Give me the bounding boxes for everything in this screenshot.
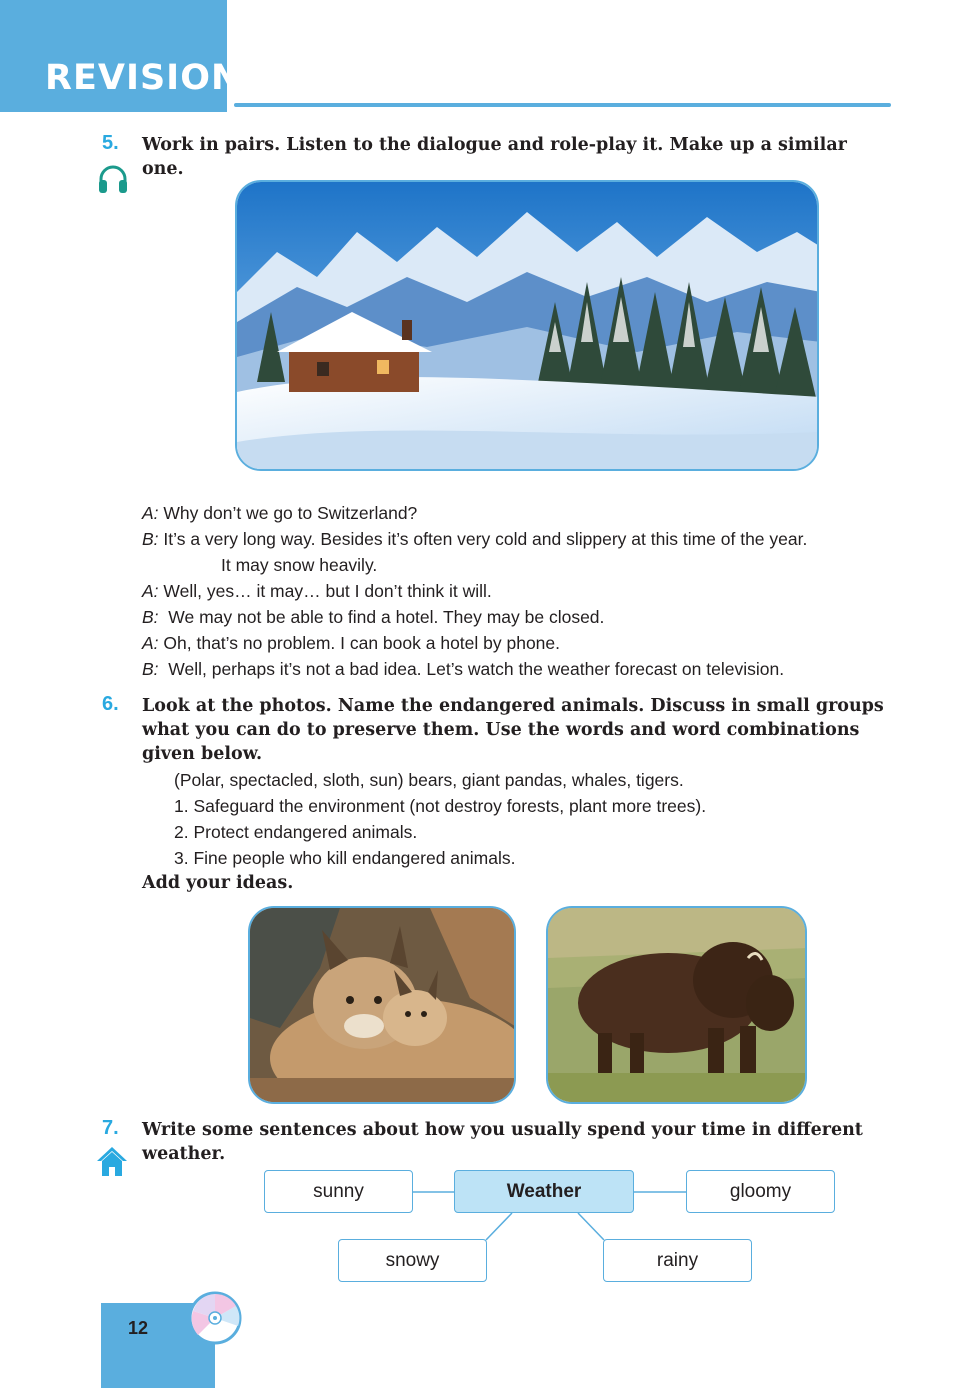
mindmap-node-rainy: rainy [603, 1239, 752, 1282]
list-item: 3. Fine people who kill endangered animals. [174, 848, 516, 868]
exercise-6-instruction-line-2: what you can do to preserve them. Use the words and word combinations [142, 720, 860, 740]
word-list: (Polar, spectacled, sloth, sun) bears, giant pandas, whales, tigers. [174, 770, 684, 790]
dialogue-text: It’s a very long way. Besides it’s often very cold and slippery at this time of the year. [158, 529, 808, 549]
dialogue-text: Well, perhaps it’s not a bad idea. Let’s watch the weather forecast on television. [158, 659, 785, 679]
speaker-label: A: [142, 581, 159, 601]
mindmap-node-snowy: snowy [338, 1239, 487, 1282]
dialogue-text: Why don’t we go to Switzerland? [158, 503, 418, 523]
dialogue-text: Well, yes… it may… but I don’t think it will. [158, 581, 492, 601]
exercise-5-number: 5. [102, 132, 119, 154]
speaker-label: B: [142, 607, 159, 627]
list-item: 1. Safeguard the environment (not destroy forests, plant more trees). [174, 796, 707, 816]
dialogue-text: Oh, that’s no problem. I can book a hotel by phone. [158, 633, 561, 653]
add-ideas-prompt: Add your ideas. [142, 873, 294, 893]
exercise-6-instruction-line-1: Look at the photos. Name the endangered animals. Discuss in small groups [142, 696, 884, 716]
speaker-label: B: [142, 659, 159, 679]
speaker-label: A: [142, 633, 159, 653]
speaker-label: B: [142, 529, 159, 549]
exercise-7-instruction-line-1: Write some sentences about how you usually spend your time in different [142, 1120, 863, 1140]
section-title: REVISION [45, 58, 242, 98]
mindmap-node-gloomy: gloomy [686, 1170, 835, 1213]
speaker-label: A: [142, 503, 159, 523]
exercise-5-instruction-line-1: Work in pairs. Listen to the dialogue and role-play it. Make up a similar [142, 135, 847, 155]
exercise-6-instruction-line-3: given below. [142, 744, 263, 764]
exercise-6-number: 6. [102, 693, 119, 715]
dialogue-text: We may not be able to find a hotel. They may be closed. [158, 607, 605, 627]
dialogue-text: It may snow heavily. [221, 555, 378, 575]
page-number: 12 [128, 1318, 149, 1338]
cd-icon [188, 1291, 242, 1350]
list-item: 2. Protect endangered animals. [174, 822, 418, 842]
exercise-7-instruction-line-2: weather. [142, 1144, 226, 1164]
mindmap-center-weather: Weather [454, 1170, 634, 1213]
mindmap-node-sunny: sunny [264, 1170, 413, 1213]
exercise-5-instruction-line-2: one. [142, 159, 184, 179]
exercise-7-number: 7. [102, 1117, 119, 1139]
